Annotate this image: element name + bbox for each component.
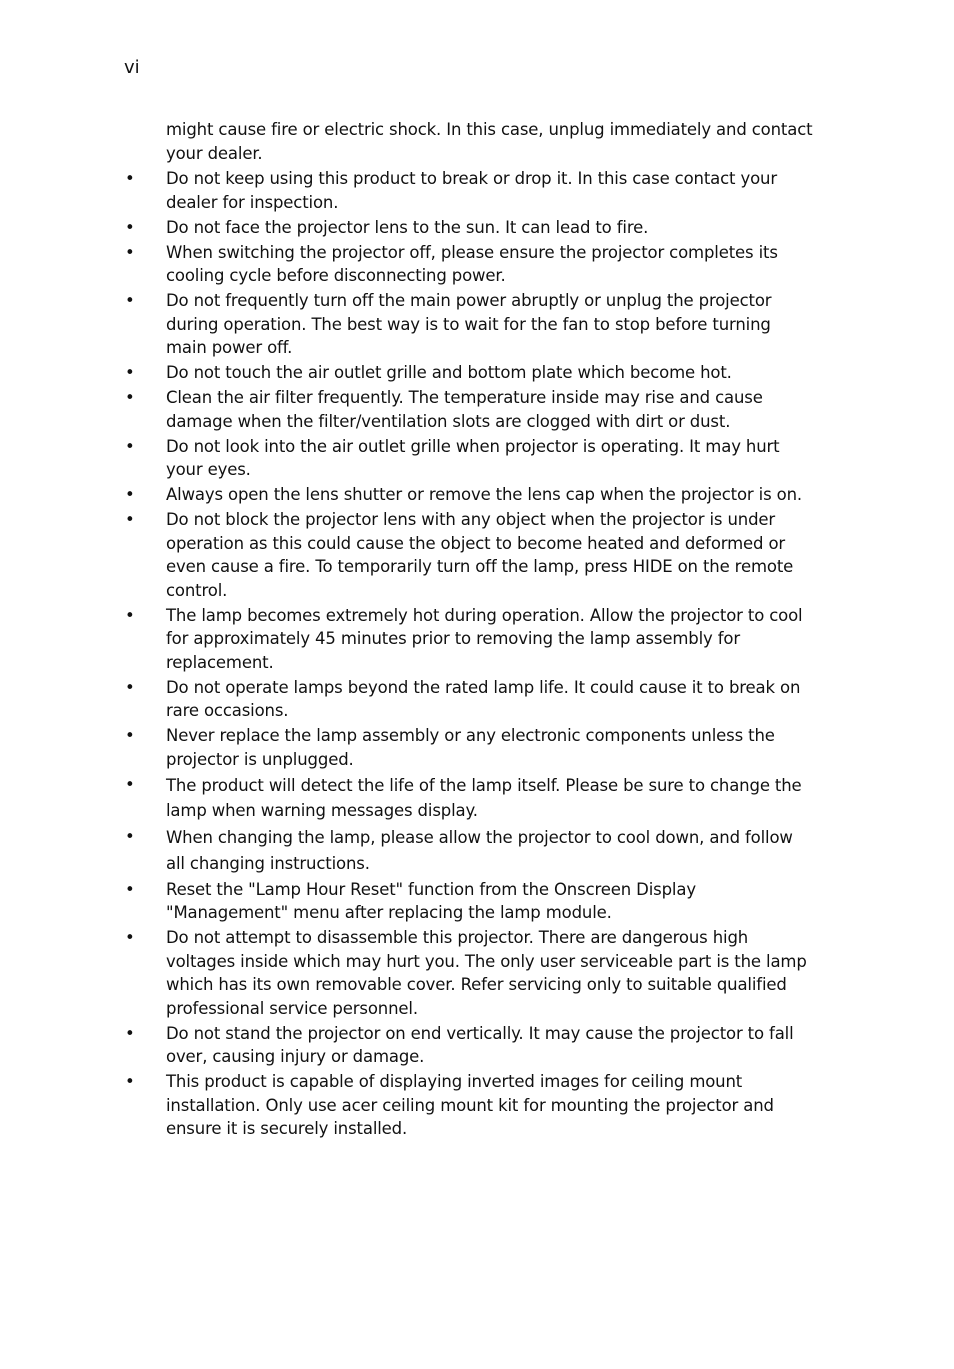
bullet-icon: • <box>125 436 135 456</box>
list-item <box>124 773 814 824</box>
list-item-text: Never replace the lamp assembly or any electronic components unless the projector is unplugged. <box>166 726 775 769</box>
bullet-icon: • <box>125 928 135 947</box>
list-item <box>124 216 814 240</box>
list-item-text: Reset the "Lamp Hour Reset" function from the Onscreen Display "Management" menu after replacing the lamp module. <box>166 879 696 922</box>
bullet-icon: • <box>125 1072 135 1091</box>
list-item-text: Do not touch the air outlet grille and bottom plate which become hot. <box>166 363 732 382</box>
bullet-icon: • <box>125 510 135 529</box>
list-item-text: Do not look into the air outlet grille when projector is operating. It may hurt your eyes. <box>166 436 780 479</box>
list-item-text: Do not frequently turn off the main power abruptly or unplug the projector during operation. The best way is to wait for the fan to stop before turning main power off. <box>166 291 772 357</box>
list-item-text: Do not operate lamps beyond the rated lamp life. It could cause it to break on rare occasions. <box>166 677 801 720</box>
list-item <box>124 604 814 675</box>
list-item <box>124 289 814 360</box>
list-item-text: The lamp becomes extremely hot during operation. Allow the projector to cool for approximately 45 minutes prior to removing the lamp assembly for replacement. <box>166 605 803 672</box>
list-item-text: Do not attempt to disassemble this projector. There are dangerous high voltages inside which may hurt you. The only user serviceable part is the lamp which has its own removable cover. Refer servicing only to suitable qualified professional service personnel. <box>166 928 807 1018</box>
bullet-icon: • <box>125 217 135 237</box>
page-number: vi <box>124 57 140 78</box>
list-item <box>124 825 814 876</box>
list-item <box>124 878 814 925</box>
bullet-icon: • <box>125 677 135 697</box>
safety-instructions <box>124 118 814 1142</box>
list-item <box>124 386 814 433</box>
bullet-icon: • <box>125 1023 135 1043</box>
continuation-paragraph: might cause fire or electric shock. In this case, unplug immediately and contact your dealer. <box>166 120 813 163</box>
bullet-icon: • <box>125 726 135 745</box>
list-item <box>124 483 814 507</box>
bullet-icon: • <box>125 827 135 846</box>
list-item <box>124 508 814 602</box>
bullet-icon: • <box>125 605 135 625</box>
list-item <box>124 1022 814 1069</box>
list-item <box>124 926 814 1020</box>
list-item-text: When changing the lamp, please allow the projector to cool down, and follow all changing instructions. <box>166 828 793 873</box>
list-item-text: Do not keep using this product to break or drop it. In this case contact your dealer for inspection. <box>166 169 777 212</box>
list-item <box>124 1070 814 1141</box>
list-item <box>124 724 814 771</box>
list-item-text: The product will detect the life of the lamp itself. Please be sure to change the lamp when warning messages display. <box>166 775 802 820</box>
bullet-icon: • <box>125 169 135 188</box>
bullet-icon: • <box>125 363 135 382</box>
bullet-icon: • <box>125 242 135 262</box>
bullet-list <box>124 167 814 1141</box>
list-item-text: This product is capable of displaying inverted images for ceiling mount installation. Only use acer ceiling mount kit for mounting the projector and ensure it is securely installed. <box>166 1072 774 1138</box>
list-item <box>124 167 814 214</box>
list-item-text: Clean the air filter frequently. The temperature inside may rise and cause damage when the filter/ventilation slots are clogged with dirt or dust. <box>166 388 763 431</box>
list-item-text: Do not stand the projector on end vertically. It may cause the projector to fall over, causing injury or damage. <box>166 1023 794 1066</box>
list-item <box>124 676 814 723</box>
list-item-text: Do not block the projector lens with any object when the projector is under operation as this could cause the object to become heated and deformed or even cause a fire. To temporarily turn off the lamp, press HIDE on the remote control. <box>166 510 794 600</box>
list-item <box>124 435 814 482</box>
list-item-text: Always open the lens shutter or remove the lens cap when the projector is on. <box>166 485 802 504</box>
list-item <box>124 361 814 385</box>
bullet-icon: • <box>125 774 135 794</box>
bullet-icon: • <box>125 485 135 504</box>
bullet-icon: • <box>125 388 135 407</box>
bullet-icon: • <box>125 879 135 899</box>
list-item-text: When switching the projector off, please ensure the projector completes its cooling cycle before disconnecting power. <box>166 242 778 285</box>
list-item-text: Do not face the projector lens to the sun. It can lead to fire. <box>166 217 649 237</box>
list-item <box>124 241 814 288</box>
bullet-icon: • <box>125 291 135 310</box>
